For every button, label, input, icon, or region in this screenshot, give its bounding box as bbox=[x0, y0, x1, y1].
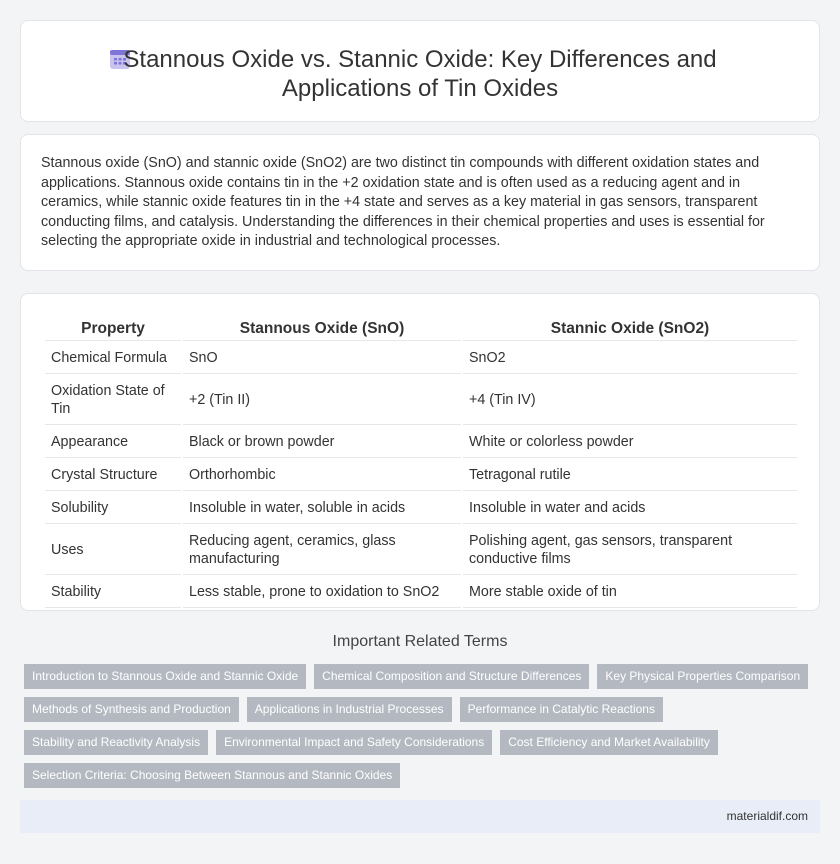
footer-site-link[interactable]: materialdif.com bbox=[726, 809, 808, 823]
table-cell: Oxidation State of Tin bbox=[45, 376, 181, 425]
related-term-tag[interactable]: Key Physical Properties Comparison bbox=[597, 664, 808, 689]
table-row bbox=[45, 376, 797, 425]
tag-row bbox=[20, 730, 820, 755]
related-terms-list bbox=[20, 664, 820, 796]
header-stannic: Stannic Oxide (SnO2) bbox=[463, 316, 797, 341]
related-term-tag[interactable]: Environmental Impact and Safety Considerations bbox=[216, 730, 492, 755]
table-cell: Tetragonal rutile bbox=[463, 460, 797, 491]
table-cell: Appearance bbox=[45, 427, 181, 458]
table-row bbox=[45, 427, 797, 458]
table-cell: SnO bbox=[183, 343, 461, 374]
table-cell: Black or brown powder bbox=[183, 427, 461, 458]
footer bbox=[20, 800, 820, 833]
table-row bbox=[45, 493, 797, 524]
table-cell: Less stable, prone to oxidation to SnO2 bbox=[183, 577, 461, 608]
table-cell: Insoluble in water, soluble in acids bbox=[183, 493, 461, 524]
header-property: Property bbox=[45, 316, 181, 341]
table-row bbox=[45, 526, 797, 575]
table-cell: Reducing agent, ceramics, glass manufacturing bbox=[183, 526, 461, 575]
comparison-card bbox=[20, 293, 820, 611]
page-title-line2: Applications of Tin Oxides bbox=[281, 75, 559, 102]
related-term-tag[interactable]: Selection Criteria: Choosing Between Stannous and Stannic Oxides bbox=[24, 763, 400, 788]
table-cell: +4 (Tin IV) bbox=[463, 376, 797, 425]
table-cell: Insoluble in water and acids bbox=[463, 493, 797, 524]
table-cell: White or colorless powder bbox=[463, 427, 797, 458]
table-header-row bbox=[45, 316, 797, 341]
page-title bbox=[123, 45, 716, 103]
table-cell: +2 (Tin II) bbox=[183, 376, 461, 425]
related-term-tag[interactable]: Stability and Reactivity Analysis bbox=[24, 730, 208, 755]
table-cell: Uses bbox=[45, 526, 181, 575]
tag-row bbox=[20, 664, 820, 689]
table-cell: Polishing agent, gas sensors, transparent conductive films bbox=[463, 526, 797, 575]
related-term-tag[interactable]: Performance in Catalytic Reactions bbox=[460, 697, 663, 722]
header-stannous: Stannous Oxide (SnO) bbox=[183, 316, 461, 341]
related-term-tag[interactable]: Methods of Synthesis and Production bbox=[24, 697, 239, 722]
table-row bbox=[45, 343, 797, 374]
table-cell: Chemical Formula bbox=[45, 343, 181, 374]
related-term-tag[interactable]: Applications in Industrial Processes bbox=[247, 697, 452, 722]
related-term-tag[interactable]: Chemical Composition and Structure Differences bbox=[314, 664, 589, 689]
table-cell: More stable oxide of tin bbox=[463, 577, 797, 608]
table-cell: Solubility bbox=[45, 493, 181, 524]
intro-paragraph: Stannous oxide (SnO) and stannic oxide (SnO2) are two distinct tin compounds with different oxidation states and applications. Stannous oxide contains tin in the +2 oxidation state and is often used as a reducing agent and in ceramics, while stannic oxide features tin in the +4 state and serves as a key material in gas sensors, transparent conducting films, and catalysis. Understanding the differences in their chemical properties and uses is essential for selecting the appropriate oxide in industrial and technological processes. bbox=[41, 155, 765, 249]
table-row bbox=[45, 577, 797, 608]
related-terms-heading: Important Related Terms bbox=[332, 633, 508, 650]
table-cell: SnO2 bbox=[463, 343, 797, 374]
table-cell: Stability bbox=[45, 577, 181, 608]
title-card bbox=[20, 20, 820, 122]
tag-row bbox=[20, 763, 820, 788]
related-term-tag[interactable]: Introduction to Stannous Oxide and Stannic Oxide bbox=[24, 664, 306, 689]
related-term-tag[interactable]: Cost Efficiency and Market Availability bbox=[500, 730, 718, 755]
comparison-table bbox=[43, 314, 799, 610]
table-cell: Orthorhombic bbox=[183, 460, 461, 491]
table-row bbox=[45, 460, 797, 491]
page-title-line1: Stannous Oxide vs. Stannic Oxide: Key Differences and bbox=[123, 46, 717, 73]
table-cell: Crystal Structure bbox=[45, 460, 181, 491]
intro-card bbox=[20, 134, 820, 271]
tag-row bbox=[20, 697, 820, 722]
